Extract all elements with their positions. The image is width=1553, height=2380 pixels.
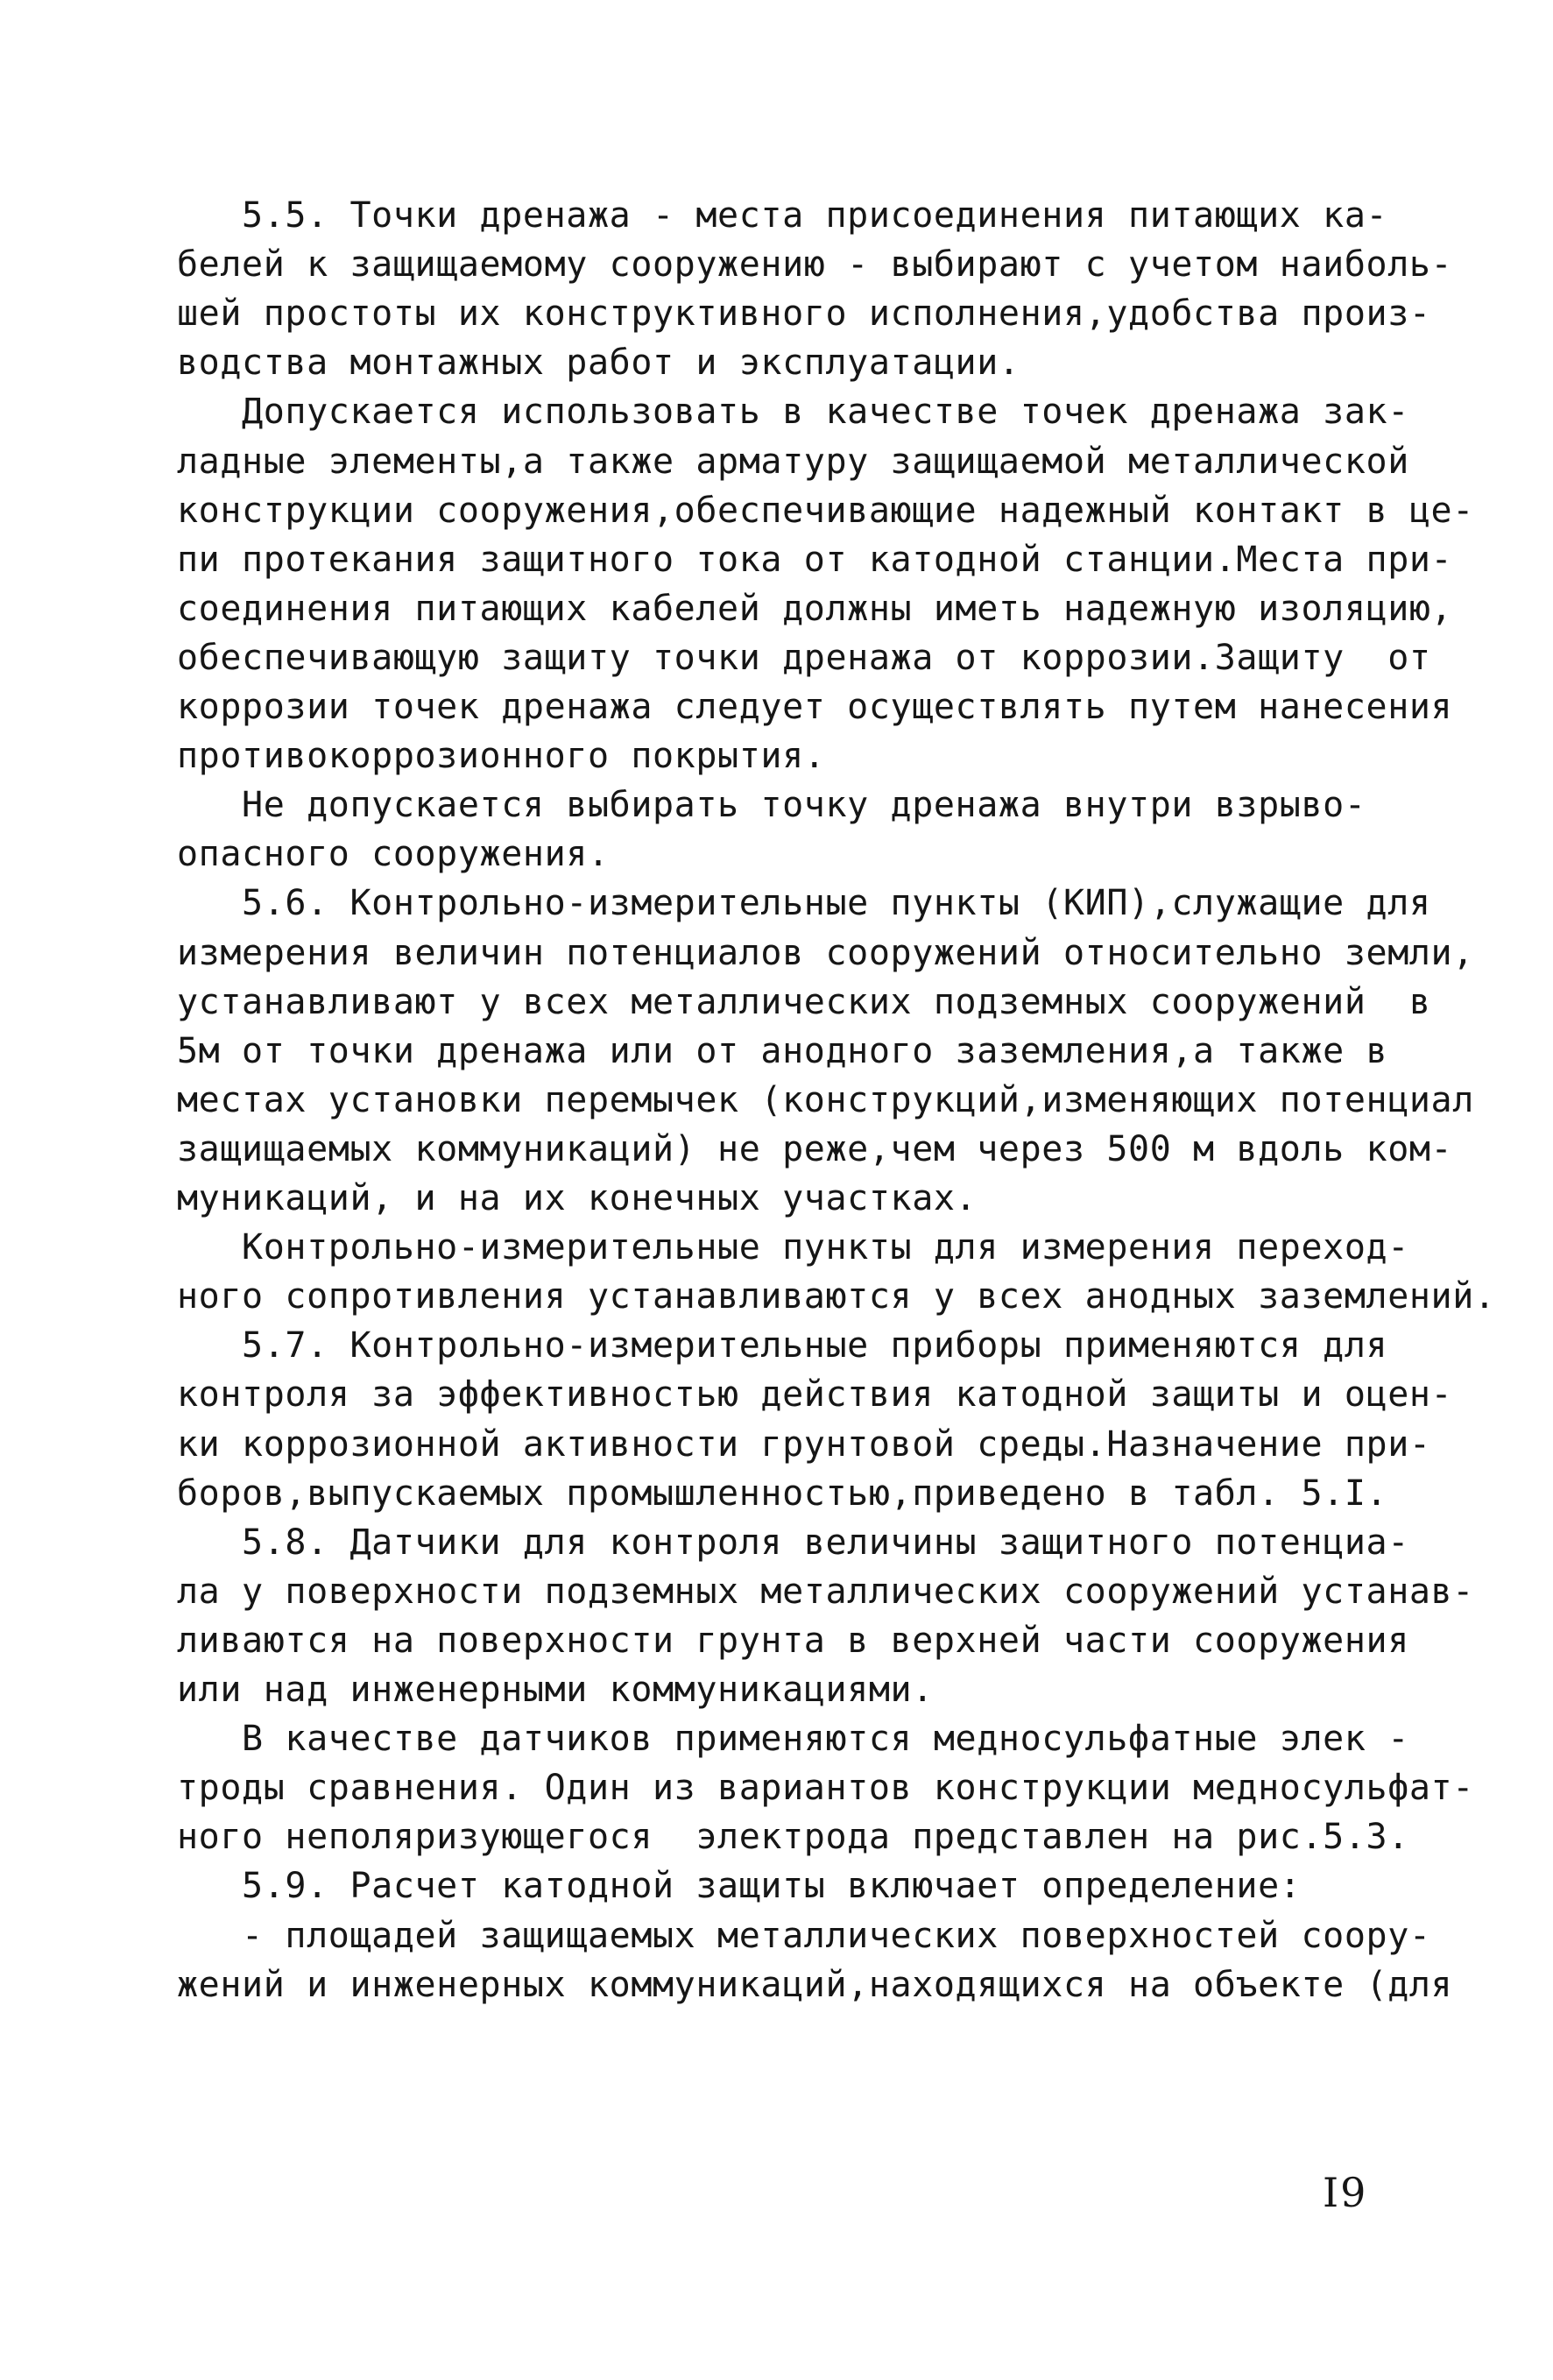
text-line: пи протекания защитного тока от катодной станции.Места при-	[177, 539, 1453, 580]
text-line: контроля за эффективностью действия катодной защиты и оцен-	[177, 1374, 1453, 1416]
text-line: шей простоты их конструктивного исполнения,удобства произ-	[177, 293, 1431, 335]
text-line: устанавливают у всех металлических подземных сооружений в	[177, 981, 1431, 1022]
text-line: 5.8. Датчики для контроля величины защитного потенциа-	[177, 1522, 1409, 1563]
text-line: противокоррозионного покрытия.	[177, 736, 826, 777]
text-line: обеспечивающую защиту точки дренажа от коррозии.Защиту от	[177, 637, 1431, 678]
text-line: жений и инженерных коммуникаций,находящихся на объекте (для	[177, 1964, 1453, 2005]
text-line: Контрольно-измерительные пункты для измерения переход-	[177, 1227, 1409, 1268]
text-line: 5.6. Контрольно-измерительные пункты (КИП),служащие для	[177, 883, 1431, 924]
text-line: опасного сооружения.	[177, 834, 610, 875]
page-number: I9	[1323, 2169, 1368, 2216]
text-line: или над инженерными коммуникациями.	[177, 1670, 934, 1710]
text-line: троды сравнения. Один из вариантов конструкции медносульфат-	[177, 1768, 1474, 1809]
text-line: соединения питающих кабелей должны иметь надежную изоляцию,	[177, 588, 1453, 629]
text-line: 5.5. Точки дренажа - места присоединения питающих ка-	[177, 195, 1388, 236]
text-line: 5.9. Расчет катодной защиты включает определение:	[177, 1866, 1302, 1907]
text-line: местах установки перемычек (конструкций,изменяющих потенциал	[177, 1079, 1474, 1120]
text-line: ного неполяризующегося электрода представлен на рис.5.3.	[177, 1817, 1409, 1858]
text-line: ладные элементы,а также арматуру защищаемой металлической	[177, 441, 1409, 482]
text-line: ла у поверхности подземных металлических сооружений устанав-	[177, 1571, 1474, 1612]
text-line: - площадей защищаемых металлических поверхностей соору-	[177, 1915, 1431, 1956]
text-line: Не допускается выбирать точку дренажа внутри взрыво-	[177, 785, 1366, 826]
text-line: защищаемых коммуникаций) не реже,чем через 500 м вдоль ком-	[177, 1128, 1453, 1169]
text-line: муникаций, и на их конечных участках.	[177, 1178, 978, 1218]
text-line: ного сопротивления устанавливаются у всех анодных заземлений.	[177, 1276, 1496, 1317]
text-line: 5м от точки дренажа или от анодного заземления,а также в	[177, 1030, 1388, 1071]
text-line: ки коррозионной активности грунтовой среды.Назначение при-	[177, 1423, 1431, 1465]
text-line: измерения величин потенциалов сооружений относительно земли,	[177, 932, 1474, 973]
text-line: 5.7. Контрольно-измерительные приборы применяются для	[177, 1325, 1388, 1367]
text-line: белей к защищаемому сооружению - выбирают с учетом наиболь-	[177, 244, 1453, 286]
text-line: В качестве датчиков применяются медносульфатные элек -	[177, 1719, 1409, 1760]
text-line: водства монтажных работ и эксплуатации.	[177, 343, 1020, 384]
text-line: конструкции сооружения,обеспечивающие надежный контакт в це-	[177, 490, 1474, 531]
text-line: ливаются на поверхности грунта в верхней части сооружения	[177, 1620, 1409, 1661]
text-line: коррозии точек дренажа следует осуществлять путем нанесения	[177, 687, 1453, 727]
text-line: Допускается использовать в качестве точек дренажа зак-	[177, 392, 1409, 433]
text-line: боров,выпускаемых промышленностью,приведено в табл. 5.I.	[177, 1472, 1388, 1514]
